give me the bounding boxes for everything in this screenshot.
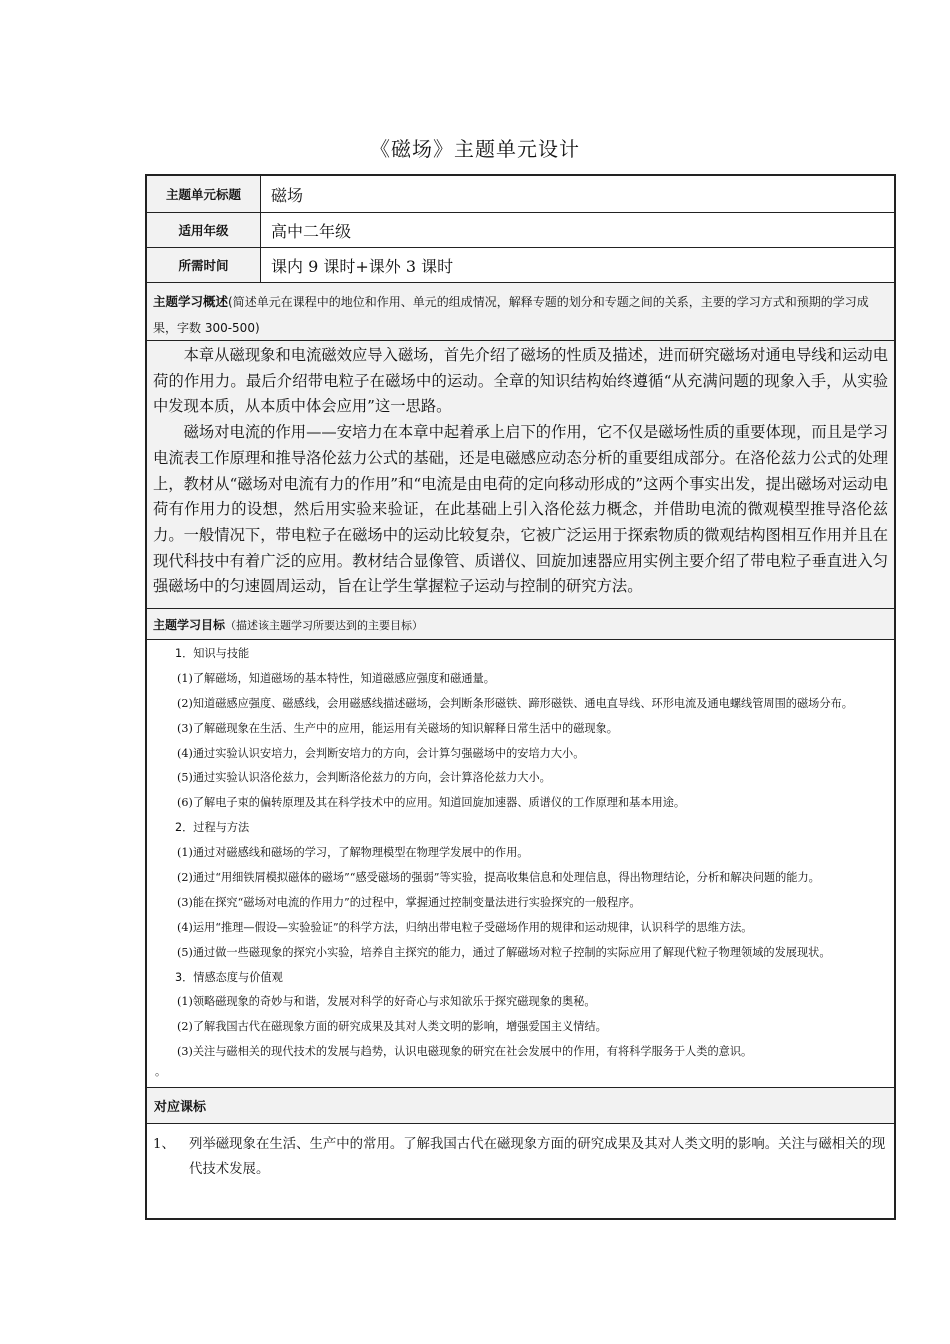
goal-section-title: 1．知识与技能 — [175, 647, 250, 660]
goal-section-title: 3．情感态度与价值观 — [175, 970, 283, 984]
standard-text: 列举磁现象在生活、生产中的常用。了解我国古代在磁现象方面的研究成果及其对人类文明的影响。关注与磁相关的现代技术发展。 — [189, 1137, 886, 1177]
goal-item: (5)通过做一些磁现象的探究小实验，培养自主探究的能力，通过了解磁场对粒子控制的实际应用了解现代粒子物理领域的发展现状。 — [177, 945, 831, 959]
goal-item: (1)了解磁场，知道磁场的基本特性，知道磁感应强度和磁通量。 — [177, 671, 495, 685]
info-label: 所需时间 — [147, 248, 261, 282]
info-row-title — [147, 176, 894, 213]
overview-paragraph: 磁场对电流的作用——安培力在本章中起着承上启下的作用，它不仅是磁场性质的重要体现，而且是学习电流表工作原理和推导洛伦兹力公式的基础，还是电磁感应动态分析的重要组成部分。在洛伦兹力公式的处理上，教材从“磁场对电流有力的作用”和“电流是由电荷的定向移动形成的”这两个事实出发，提出磁场对运动电荷有作用力的设想，然后用实验来验证，在此基础上引入洛伦兹力概念，并借助电流的微观模型推导洛伦兹力。一般情况下，带电粒子在磁场中的运动比较复杂，它被广泛运用于探索物质的微观结构图相互作用并且在现代科技中有着广泛的应用。教材结合显像管、质谱仪、回旋加速器应用实例主要介绍了带电粒子垂直进入匀强磁场中的匀速圆周运动，旨在让学生掌握粒子运动与控制的研究方法。 — [153, 423, 888, 596]
goal-item: (4)运用“推理—假设—实验验证”的科学方法，归纳出带电粒子受磁场作用的规律和运动规律，认识科学的思维方法。 — [177, 920, 753, 934]
goals-header — [147, 609, 894, 640]
goal-item: (2)知道磁感应强度、磁感线，会用磁感线描述磁场，会判断条形磁铁、蹄形磁铁、通电直导线、环形电流及通电螺线管周围的磁场分布。 — [177, 696, 853, 710]
goal-item: (3)能在探究“磁场对电流的作用力”的过程中，掌握通过控制变量法进行实验探究的一般程序。 — [177, 895, 641, 909]
info-label: 适用年级 — [147, 213, 261, 247]
goals-hint: （描述该主题学习所要达到的主要目标） — [225, 619, 424, 632]
goal-item: (2)了解我国古代在磁现象方面的研究成果及其对人类文明的影响，增强爱国主义情结。 — [177, 1020, 607, 1034]
standards-header: 对应课标 — [147, 1088, 894, 1124]
info-value: 课内 9 课时+课外 3 课时 — [271, 256, 454, 276]
overview-body — [147, 341, 894, 609]
info-value: 高中二年级 — [271, 221, 352, 241]
goal-item: (5)通过实验认识洛伦兹力，会判断洛伦兹力的方向，会计算洛伦兹力大小。 — [177, 771, 551, 785]
goal-item: (6)了解电子束的偏转原理及其在科学技术中的应用。知道回旋加速器、质谱仪的工作原理和基本用途。 — [177, 796, 686, 810]
standard-number: 1、 — [153, 1137, 175, 1152]
design-table — [145, 174, 896, 1220]
overview-paragraph: 本章从磁现象和电流磁效应导入磁场，首先介绍了磁场的性质及描述，进而研究磁场对通电导线和运动电荷的作用力。最后介绍带电粒子在磁场中的运动。全章的知识结构始终遵循“从充满问题的现象入手，从实验中发现本质，从本质中体会应用”这一思路。 — [153, 346, 888, 416]
goal-section-title: 2．过程与方法 — [175, 821, 250, 835]
goals-trailing-mark: 。 — [155, 1065, 166, 1078]
info-value: 磁场 — [271, 185, 304, 205]
standard-item — [153, 1132, 888, 1182]
overview-heading: 主题学习概述 — [153, 294, 229, 309]
goals-body — [147, 640, 894, 1088]
goal-item: (1)通过对磁感线和磁场的学习，了解物理模型在物理学发展中的作用。 — [177, 846, 529, 860]
goal-item: (3)了解磁现象在生活、生产中的应用，能运用有关磁场的知识解释日常生活中的磁现象。 — [177, 721, 618, 735]
goal-item: (2)通过“用细铁屑模拟磁体的磁场”“感受磁场的强弱”等实验，提高收集信息和处理信息，得出物理结论，分析和解决问题的能力。 — [177, 871, 820, 885]
info-label: 主题单元标题 — [147, 176, 261, 212]
goal-item: (1)领略磁现象的奇妙与和谐，发展对科学的好奇心与求知欲乐于探究磁现象的奥秘。 — [177, 995, 596, 1009]
standards-body — [147, 1124, 894, 1182]
page-title: 《磁场》主题单元设计 — [370, 137, 580, 161]
goal-item: (3)关注与磁相关的现代技术的发展与趋势，认识电磁现象的研究在社会发展中的作用，有将科学服务于人类的意识。 — [177, 1045, 753, 1059]
info-row-time — [147, 248, 894, 283]
goals-heading: 主题学习目标 — [153, 618, 226, 632]
info-row-grade — [147, 213, 894, 248]
goal-item: (4)通过实验认识安培力，会判断安培力的方向，会计算匀强磁场中的安培力大小。 — [177, 746, 585, 760]
overview-header — [147, 283, 894, 341]
overview-hint: (简述单元在课程中的地位和作用、单元的组成情况，解释专题的划分和专题之间的关系，主要的学习方式和预期的学习成果，字数 300-500) — [153, 295, 869, 335]
